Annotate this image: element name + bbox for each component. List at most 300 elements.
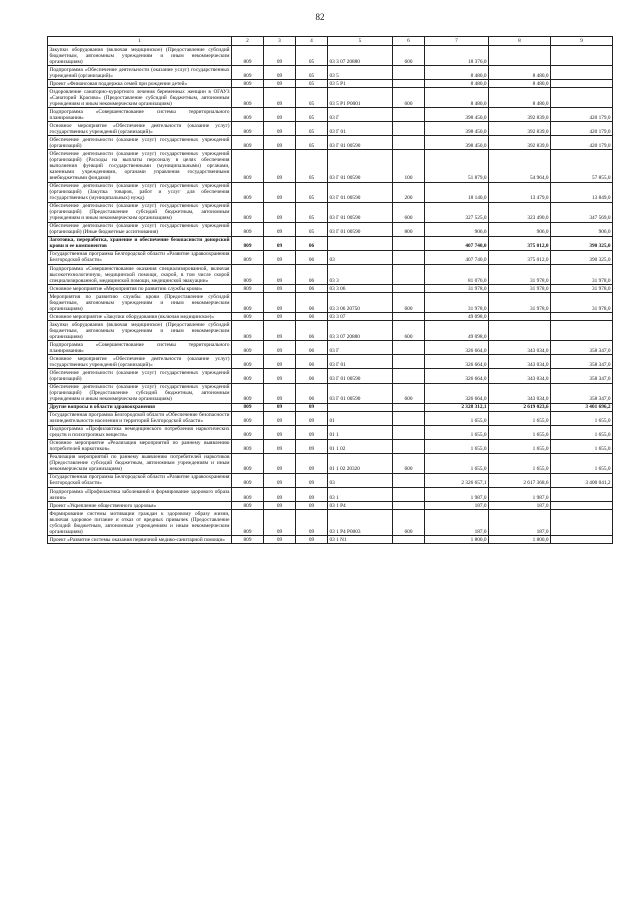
row-sum-year3: 3 400 041,2 [551,473,613,487]
row-section-code: 09 [264,355,296,369]
row-target-article: 03 Г [328,341,393,355]
row-sum-year1: 2 328 312,1 [425,403,489,411]
row-sum-year1: 1 655,0 [425,439,489,453]
row-sum-year2: 187,0 [489,510,551,536]
row-sum-year1: 49 098,0 [425,313,489,321]
row-admin-code: 809 [232,250,264,264]
row-sum-year3: 358 347,0 [551,341,613,355]
row-sum-year2 [489,46,551,66]
row-target-article: 03 1 N1 [328,536,393,544]
row-sum-year3 [551,321,613,341]
row-name: Проект «Развитие системы оказания первичной медико-санитарной помощи» [48,536,232,544]
row-section-code: 09 [264,383,296,403]
row-sum-year2: 1 655,0 [489,425,551,439]
budget-table [47,36,613,544]
row-sum-year2: 54 964,0 [489,150,551,182]
row-target-article: 01 [328,411,393,425]
row-expense-type [393,341,425,355]
row-target-article [328,403,393,411]
row-admin-code: 809 [232,182,264,202]
row-admin-code: 809 [232,136,264,150]
row-expense-type [393,425,425,439]
row-sum-year3 [551,502,613,510]
row-sum-year1: 398 450,0 [425,122,489,136]
col-header-expense-type: 6 [393,37,425,46]
row-sum-year3: 420 179,0 [551,136,613,150]
row-sum-year2: 392 839,0 [489,122,551,136]
row-name: Основное мероприятие «Закупки оборудования (включая медицинское)» [48,313,232,321]
row-sum-year1: 1 655,0 [425,425,489,439]
row-sum-year1: 1 655,0 [425,411,489,425]
row-admin-code: 809 [232,46,264,66]
row-target-article: 03 Г 01 00590 [328,150,393,182]
row-name: Мероприятия по развитию службы крови (Предоставление субсидий бюджетным, автономным учреждениям и иным некоммерческим организациям) [49,293,230,312]
table-row [48,136,613,150]
table-row [48,383,613,403]
row-expense-type [393,488,425,502]
row-sum-year3: 31 978,0 [551,285,613,293]
row-target-article: 03 3 [328,265,393,285]
row-subsection-code: 05 [296,88,328,108]
row-target-article: 01 1 [328,425,393,439]
row-sum-year1: 326 664,0 [425,369,489,383]
row-admin-code: 809 [232,222,264,236]
row-sum-year1: 906,0 [425,222,489,236]
row-name: Подпрограмма «Совершенствование системы территориального планирования» [49,108,230,121]
row-sum-year1: 187,0 [425,502,489,510]
row-section-code: 09 [264,46,296,66]
row-sum-year2 [489,321,551,341]
row-sum-year3: 1 655,0 [551,453,613,473]
row-name: Обеспечение деятельности (оказание услуг) государственных учреждений (организаций) (Предоставление субсидий бюджетным, автономным учреждениям и иным некоммерческим организациям) [49,203,230,222]
row-subsection-code: 09 [296,453,328,473]
row-expense-type: 600 [393,510,425,536]
row-target-article: 03 [328,473,393,487]
row-sum-year1: 1 987,0 [425,488,489,502]
row-section-code: 09 [264,265,296,285]
row-target-article: 03 3 07 [328,313,393,321]
row-section-code: 09 [264,502,296,510]
row-sum-year3 [551,536,613,544]
row-subsection-code: 09 [296,473,328,487]
row-sum-year1: 18 376,0 [425,46,489,66]
row-admin-code: 809 [232,425,264,439]
row-section-code: 09 [264,250,296,264]
row-sum-year1: 407 740,0 [425,236,489,250]
row-sum-year3 [551,80,613,88]
table-row [48,355,613,369]
row-subsection-code: 05 [296,66,328,80]
row-section-code: 09 [264,236,296,250]
table-row [48,265,613,285]
row-admin-code: 809 [232,293,264,313]
row-section-code: 09 [264,403,296,411]
row-sum-year1: 1 800,0 [425,536,489,544]
row-sum-year2: 343 034,0 [489,355,551,369]
row-sum-year1: 18 140,0 [425,182,489,202]
row-sum-year2: 1 987,0 [489,488,551,502]
row-section-code: 09 [264,202,296,222]
row-subsection-code: 09 [296,502,328,510]
row-sum-year1: 31 978,0 [425,285,489,293]
row-subsection-code: 09 [296,439,328,453]
row-section-code: 09 [264,122,296,136]
row-subsection-code: 06 [296,355,328,369]
row-sum-year2: 1 655,0 [489,411,551,425]
row-section-code: 09 [264,150,296,182]
row-name: Обеспечение деятельности (оказание услуг) государственных учреждений (организаций) (Расходы на выплаты персоналу в целях обеспечения выполнения функций государственными (муниципальными) органами, казенными учреждениями, органами управления государственными внебюджетными фондами) [49,150,230,182]
row-section-code: 09 [264,453,296,473]
table-row [48,369,613,383]
row-name: Государственная программа Белгородской области «Развитие здравоохранения Белгородской области» [49,474,230,487]
row-sum-year3: 358 347,0 [551,355,613,369]
row-sum-year1: 2 326 657,1 [425,473,489,487]
row-admin-code: 809 [232,411,264,425]
row-subsection-code: 09 [296,510,328,536]
row-section-code: 09 [264,222,296,236]
row-sum-year2: 392 839,0 [489,136,551,150]
table-row [48,108,613,122]
row-expense-type [393,122,425,136]
row-sum-year3: 1 655,0 [551,411,613,425]
row-subsection-code: 09 [296,425,328,439]
row-section-code: 09 [264,293,296,313]
row-sum-year2: 375 012,0 [489,236,551,250]
row-name: Государственная программа Белгородской области «Обеспечение безопасности жизнедеятельности населения и территорий Белгородской области» [49,412,230,425]
table-row [48,488,613,502]
header-row [48,37,613,46]
row-target-article: 03 Г 01 00590 [328,136,393,150]
row-target-article: 03 1 P4 P0003 [328,510,393,536]
row-admin-code: 809 [232,66,264,80]
row-admin-code: 809 [232,321,264,341]
row-sum-year1: 187,0 [425,510,489,536]
row-target-article: 03 Г 01 00590 [328,369,393,383]
col-header-sum-year2: 8 [489,37,551,46]
row-target-article: 03 3 06 20750 [328,293,393,313]
table-row [48,202,613,222]
row-admin-code: 809 [232,88,264,108]
row-subsection-code: 05 [296,80,328,88]
row-name: Оздоровление санаторно-курортного лечения беременных женщин в ОГАУЗ «Санаторий Красиво» (Предоставление субсидий бюджетным, автономным учреждениям и иным некоммерческим организациям) [49,88,230,107]
row-sum-year2: 13 479,0 [489,182,551,202]
row-expense-type [393,250,425,264]
row-sum-year2: 2 617 368,6 [489,473,551,487]
row-sum-year3: 57 855,0 [551,150,613,182]
table-row [48,473,613,487]
row-target-article [328,236,393,250]
row-name: Основное мероприятие «Обеспечение деятельности (оказание услуг) государственных учреждений (организаций)» [49,355,230,368]
row-section-code: 09 [264,80,296,88]
row-sum-year3: 390 325,0 [551,236,613,250]
row-expense-type [393,502,425,510]
row-sum-year3: 1 655,0 [551,439,613,453]
row-expense-type [393,136,425,150]
row-admin-code: 809 [232,313,264,321]
row-subsection-code: 05 [296,46,328,66]
row-sum-year2: 31 978,0 [489,285,551,293]
table-row [48,341,613,355]
row-name: Основное мероприятие «Реализация мероприятий по раннему выявлению потребителей наркотиков» [49,440,230,453]
row-admin-code: 809 [232,80,264,88]
row-subsection-code: 05 [296,122,328,136]
row-admin-code: 809 [232,150,264,182]
row-sum-year2: 375 012,0 [489,250,551,264]
row-subsection-code: 05 [296,150,328,182]
row-admin-code: 809 [232,341,264,355]
row-admin-code: 809 [232,369,264,383]
row-section-code: 09 [264,321,296,341]
table-row [48,453,613,473]
col-header-section: 3 [264,37,296,46]
row-expense-type [393,355,425,369]
row-section-code: 09 [264,108,296,122]
row-section-code: 09 [264,439,296,453]
row-expense-type [393,265,425,285]
row-expense-type: 600 [393,202,425,222]
row-sum-year2: 2 619 023,6 [489,403,551,411]
row-subsection-code: 09 [296,488,328,502]
row-sum-year3: 358 347,0 [551,383,613,403]
row-sum-year1: 49 098,0 [425,321,489,341]
row-sum-year2: 343 034,0 [489,383,551,403]
row-sum-year1: 31 978,0 [425,293,489,313]
row-subsection-code: 06 [296,383,328,403]
row-admin-code: 809 [232,122,264,136]
row-sum-year2: 343 034,0 [489,369,551,383]
row-sum-year3: 347 569,0 [551,202,613,222]
row-admin-code: 809 [232,383,264,403]
table-row [48,510,613,536]
row-name: Обеспечение деятельности (оказание услуг) государственных учреждений (организаций) [49,369,230,382]
row-name: Подпрограмма «Обеспечение деятельности (оказание услуг) государственных учреждений (организаций)» [49,66,230,79]
row-target-article: 01 1 02 [328,439,393,453]
row-target-article: 03 Г 01 00590 [328,222,393,236]
row-sum-year1: 8 480,0 [425,88,489,108]
table-row [48,536,613,544]
row-expense-type [393,411,425,425]
row-subsection-code: 05 [296,136,328,150]
row-sum-year3: 1 655,0 [551,425,613,439]
row-sum-year1: 81 076,0 [425,265,489,285]
row-section-code: 09 [264,341,296,355]
row-sum-year3: 420 179,0 [551,108,613,122]
row-target-article: 01 1 02 20320 [328,453,393,473]
row-name: Формирование системы мотивации граждан к здоровому образу жизни, включая здоровое питание и отказ от вредных привычек (Предоставление субсидий бюджетным, автономным учреждениям и иным некоммерческим организациям) [49,510,230,535]
row-expense-type [393,473,425,487]
row-expense-type [393,236,425,250]
row-subsection-code: 09 [296,411,328,425]
row-sum-year2: 1 655,0 [489,453,551,473]
row-expense-type: 600 [393,46,425,66]
row-sum-year3: 13 849,0 [551,182,613,202]
row-admin-code: 809 [232,439,264,453]
row-sum-year2: 8 480,0 [489,66,551,80]
row-name: Основное мероприятие «Мероприятия по развитию службы крови» [48,285,232,293]
row-admin-code: 809 [232,265,264,285]
table-row [48,250,613,264]
table-row [48,122,613,136]
row-expense-type [393,536,425,544]
row-name: Государственная программа Белгородской области «Развитие здравоохранения Белгородской области» [49,251,230,264]
row-section-code: 09 [264,536,296,544]
row-subsection-code: 06 [296,236,328,250]
row-subsection-code: 06 [296,321,328,341]
row-expense-type [393,285,425,293]
table-row [48,425,613,439]
row-sum-year2: 323 490,0 [489,202,551,222]
row-name: Реализация мероприятий по раннему выявлению потребителей наркотиков (Предоставление субсидий бюджетным, автономным учреждениям и иным некоммерческим организациям) [49,454,230,473]
row-target-article: 03 Г 01 00590 [328,383,393,403]
row-sum-year1: 1 655,0 [425,453,489,473]
row-target-article: 03 3 07 20880 [328,321,393,341]
row-admin-code: 809 [232,403,264,411]
row-admin-code: 809 [232,473,264,487]
row-expense-type: 600 [393,453,425,473]
row-sum-year3 [551,66,613,80]
row-subsection-code: 05 [296,182,328,202]
col-header-name: 1 [48,37,232,46]
row-target-article: 03 Г 01 00590 [328,202,393,222]
row-sum-year2: 1 800,0 [489,536,551,544]
row-subsection-code: 09 [296,536,328,544]
row-expense-type [393,108,425,122]
row-section-code: 09 [264,66,296,80]
row-admin-code: 809 [232,502,264,510]
table-row [48,80,613,88]
row-name: Заготовка, переработка, хранение и обеспечение безопасности донорской крови и ее компонентов [49,237,230,250]
row-subsection-code: 06 [296,250,328,264]
row-subsection-code: 05 [296,222,328,236]
row-name: Проект «Финансовая поддержка семей при рождении детей» [48,80,232,88]
row-sum-year3: 390 325,0 [551,250,613,264]
row-target-article: 03 5 P1 [328,80,393,88]
row-expense-type: 600 [393,293,425,313]
row-target-article: 03 1 [328,488,393,502]
row-target-article: 03 Г 01 [328,122,393,136]
col-header-subsection: 4 [296,37,328,46]
table-row [48,321,613,341]
row-target-article: 03 [328,250,393,264]
row-sum-year1: 398 450,0 [425,108,489,122]
row-expense-type: 200 [393,182,425,202]
row-sum-year1: 327 525,0 [425,202,489,222]
table-row [48,439,613,453]
row-section-code: 09 [264,425,296,439]
row-sum-year3 [551,488,613,502]
row-section-code: 09 [264,488,296,502]
table-row [48,285,613,293]
row-section-code: 09 [264,182,296,202]
row-admin-code: 809 [232,355,264,369]
row-subsection-code: 06 [296,341,328,355]
row-sum-year2: 8 480,0 [489,80,551,88]
row-sum-year1: 398 450,0 [425,136,489,150]
row-expense-type [393,313,425,321]
row-sum-year1: 8 480,0 [425,80,489,88]
row-expense-type: 600 [393,383,425,403]
row-admin-code: 809 [232,488,264,502]
row-sum-year3: 420 179,0 [551,122,613,136]
col-header-sum-year1: 7 [425,37,489,46]
row-subsection-code: 09 [296,403,328,411]
row-target-article: 03 Г 01 00590 [328,182,393,202]
row-sum-year2: 1 655,0 [489,439,551,453]
row-sum-year1: 326 664,0 [425,383,489,403]
row-section-code: 09 [264,313,296,321]
col-header-admin: 2 [232,37,264,46]
row-admin-code: 809 [232,285,264,293]
row-sum-year3: 358 347,0 [551,369,613,383]
row-sum-year1: 8 480,0 [425,66,489,80]
row-subsection-code: 06 [296,369,328,383]
table-row [48,222,613,236]
row-sum-year3: 31 978,0 [551,293,613,313]
row-sum-year2 [489,313,551,321]
row-section-code: 09 [264,510,296,536]
row-expense-type [393,403,425,411]
row-admin-code: 809 [232,108,264,122]
row-subsection-code: 06 [296,313,328,321]
row-name: Подпрограмма «Профилактика немедицинского потребления наркотических средств и психотропных веществ» [49,426,230,439]
row-name: Обеспечение деятельности (оказание услуг) государственных учреждений (организаций) (Закупка товаров, работ и услуг для обеспечения государственных (муниципальных) нужд) [49,183,230,202]
row-section-code: 09 [264,88,296,108]
row-target-article: 03 5 P1 P0001 [328,88,393,108]
row-name: Обеспечение деятельности (оказание услуг) государственных учреждений (организаций) (Иные бюджетные ассигнования) [49,223,230,236]
row-target-article: 03 Г 01 [328,355,393,369]
table-row [48,150,613,182]
table-row [48,293,613,313]
row-name: Обеспечение деятельности (оказание услуг) государственных учреждений (организаций) (Предоставление субсидий бюджетным, автономным учреждениям и иным некоммерческим организациям) [49,384,230,403]
row-expense-type: 800 [393,222,425,236]
table-row [48,403,613,411]
row-name: Подпрограмма «Совершенствование оказания специализированной, включая высокотехнологичную, медицинской помощи, скорой, в том числе скорой специализированной, медицинской помощи, медицинской эвакуации» [49,265,230,284]
row-target-article: 03 Г [328,108,393,122]
row-subsection-code: 06 [296,293,328,313]
col-header-target-article: 5 [328,37,393,46]
row-admin-code: 809 [232,453,264,473]
row-sum-year3 [551,46,613,66]
row-name: Закупки оборудования (включая медицинское) (Предоставление субсидий бюджетным, автономным учреждениям и иным некоммерческим организациям) [49,46,230,65]
row-sum-year2: 31 978,0 [489,293,551,313]
row-name: Подпрограмма «Профилактика заболеваний и формирование здорового образа жизни» [49,488,230,501]
table-row [48,182,613,202]
row-name: Другие вопросы в области здравоохранения [48,403,232,411]
row-subsection-code: 05 [296,202,328,222]
row-sum-year2: 392 839,0 [489,108,551,122]
row-sum-year2: 906,0 [489,222,551,236]
row-subsection-code: 06 [296,285,328,293]
row-name: Подпрограмма «Совершенствование системы территориального планирования» [49,341,230,354]
row-sum-year1: 407 740,0 [425,250,489,264]
row-subsection-code: 05 [296,108,328,122]
table-row [48,88,613,108]
row-target-article: 03 5 [328,66,393,80]
row-expense-type [393,439,425,453]
row-name: Закупки оборудования (включая медицинское) (Предоставление субсидий бюджетным, автономным учреждениям и иным некоммерческим организациям) [49,321,230,340]
table-row [48,313,613,321]
row-section-code: 09 [264,136,296,150]
row-section-code: 09 [264,411,296,425]
table-row [48,502,613,510]
row-admin-code: 809 [232,510,264,536]
row-sum-year3: 906,0 [551,222,613,236]
row-target-article: 03 3 07 20880 [328,46,393,66]
row-sum-year2: 8 480,0 [489,88,551,108]
row-expense-type [393,80,425,88]
row-sum-year1: 51 879,0 [425,150,489,182]
row-sum-year3 [551,510,613,536]
